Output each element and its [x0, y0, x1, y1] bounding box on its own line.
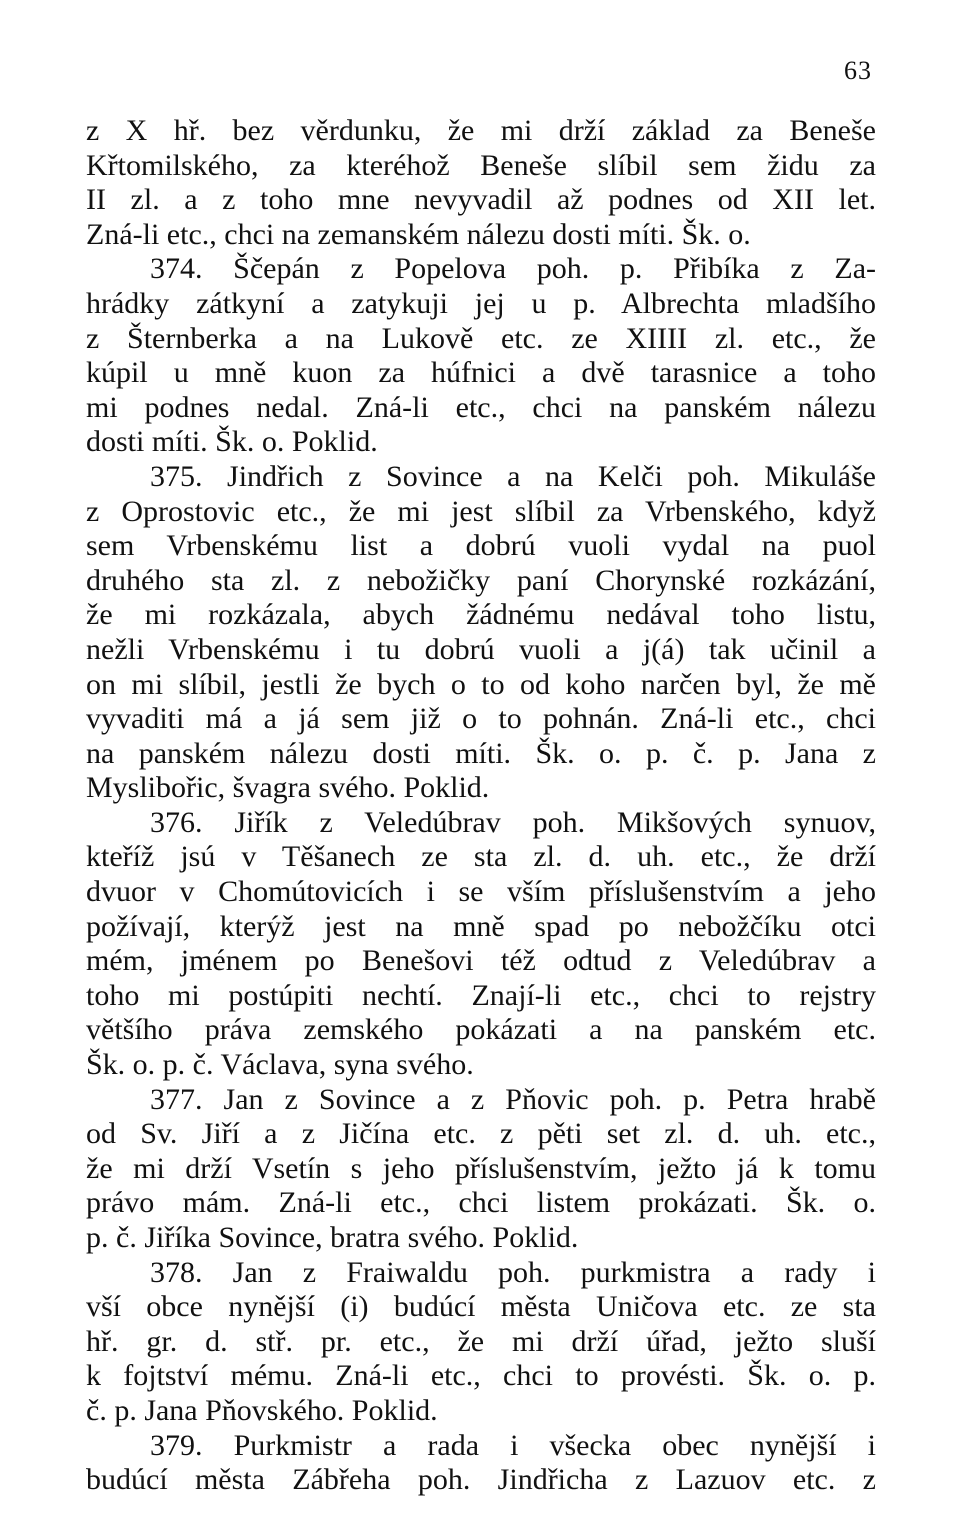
text-line: č. p. Jana Pňovského. Poklid. — [86, 1393, 438, 1427]
text-line: vší obce nynější (i) budúcí města Uničova etc. ze sta — [86, 1290, 876, 1324]
text-line: mi podnes nedal. Zná-li etc., chci na panském nálezu — [86, 390, 876, 424]
text-line: p. č. Jiříka Sovince, bratra svého. Poklid. — [86, 1221, 579, 1254]
text-line: požívají, kterýž jest na mně spad po nebožčíku otci — [86, 909, 876, 943]
text-line: nežli Vrbenskému i tu dobrú vuoli a j(á) tak učinil a — [86, 632, 876, 666]
text-line: sem Vrbenskému list a dobrú vuoli vydal na puol — [86, 529, 876, 563]
text-line: 377. Jan z Sovince a z Pňovic poh. p. Petra hrabě — [150, 1082, 876, 1116]
text-line: hrádky zátkyní a zatykuji jej u p. Albrechta mladšího — [86, 286, 876, 320]
text-line: 378. Jan z Fraiwaldu poh. purkmistra a rady i — [150, 1255, 876, 1289]
text-line: většího práva zemského pokázati a na panském etc. — [86, 1013, 876, 1047]
text-line: vyvaditi má a já sem již o to pohnán. Zná-li etc., chci — [86, 702, 876, 736]
text-line: z X hř. bez věrdunku, že mi drží základ za Beneše — [86, 114, 876, 147]
text-line: z Oprostovic etc., že mi jest slíbil za Vrbenského, když — [86, 494, 876, 528]
text-line: z Šternberka a na Lukově etc. ze XIIII zl. etc., že — [86, 321, 876, 355]
text-line: kúpil u mně kuon za húfnici a dvě tarasnice a toho — [86, 356, 876, 390]
text-line: právo mám. Zná-li etc., chci listem prokázati. Šk. o. — [86, 1186, 876, 1220]
text-line: II zl. a z toho mne nevyvadil až podnes od XII let. — [86, 183, 876, 217]
document-body — [86, 114, 876, 1498]
text-line: druhého sta zl. z nebožičky paní Chorynské rozkázání, — [86, 563, 876, 597]
text-line: hř. gr. d. stř. pr. etc., že mi drží úřad, ježto sluší — [86, 1324, 876, 1358]
text-line: Křtomilského, za kteréhož Beneše slíbil sem židu za — [86, 148, 876, 182]
text-line: k fojtství mému. Zná-li etc., chci to provésti. Šk. o. p. — [86, 1359, 876, 1393]
text-line: na panském nálezu dosti míti. Šk. o. p. č. p. Jana z — [86, 736, 876, 770]
text-line: Myslibořic, švagra svého. Poklid. — [86, 771, 490, 805]
text-line: 376. Jiřík z Veledúbrav poh. Mikšových synuov, — [150, 805, 876, 839]
text-line: 379. Purkmistr a rada i všecka obec nynější i — [150, 1428, 876, 1462]
text-line: mém, jménem po Benešovi též odtud z Veledúbrav a — [86, 944, 876, 978]
text-line: on mi slíbil, jestli že bych o to od koho narčen byl, že mě — [86, 667, 876, 701]
text-line: kteříž jsú v Těšanech ze sta zl. d. uh. etc., že drží — [86, 840, 876, 874]
text-line: Zná-li etc., chci na zemanském nálezu dosti míti. Šk. o. — [86, 217, 751, 251]
text-line: budúcí města Zábřeha poh. Jindřicha z Lazuov etc. z — [86, 1463, 876, 1497]
text-line: že mi drží Vsetín s jeho příslušenstvím, ježto já k tomu — [86, 1151, 876, 1185]
text-line: 374. Ščepán z Popelova poh. p. Přibíka z Za- — [150, 252, 876, 286]
text-line: dosti míti. Šk. o. Poklid. — [86, 425, 378, 459]
text-line: že mi rozkázala, abych žádnému nedával toho listu, — [86, 598, 876, 632]
text-line: toho mi postúpiti nechtí. Znají-li etc., chci to rejstry — [86, 978, 876, 1012]
text-line: 375. Jindřich z Sovince a na Kelči poh. Mikuláše — [150, 459, 876, 493]
text-line: Šk. o. p. č. Václava, syna svého. — [86, 1048, 474, 1082]
page-number: 63 — [844, 56, 872, 85]
text-line: dvuor v Chomútovicích i se vším příslušenstvím a jeho — [86, 875, 876, 909]
text-line: od Sv. Jiří a z Jičína etc. z pěti set zl. d. uh. etc., — [86, 1117, 876, 1151]
